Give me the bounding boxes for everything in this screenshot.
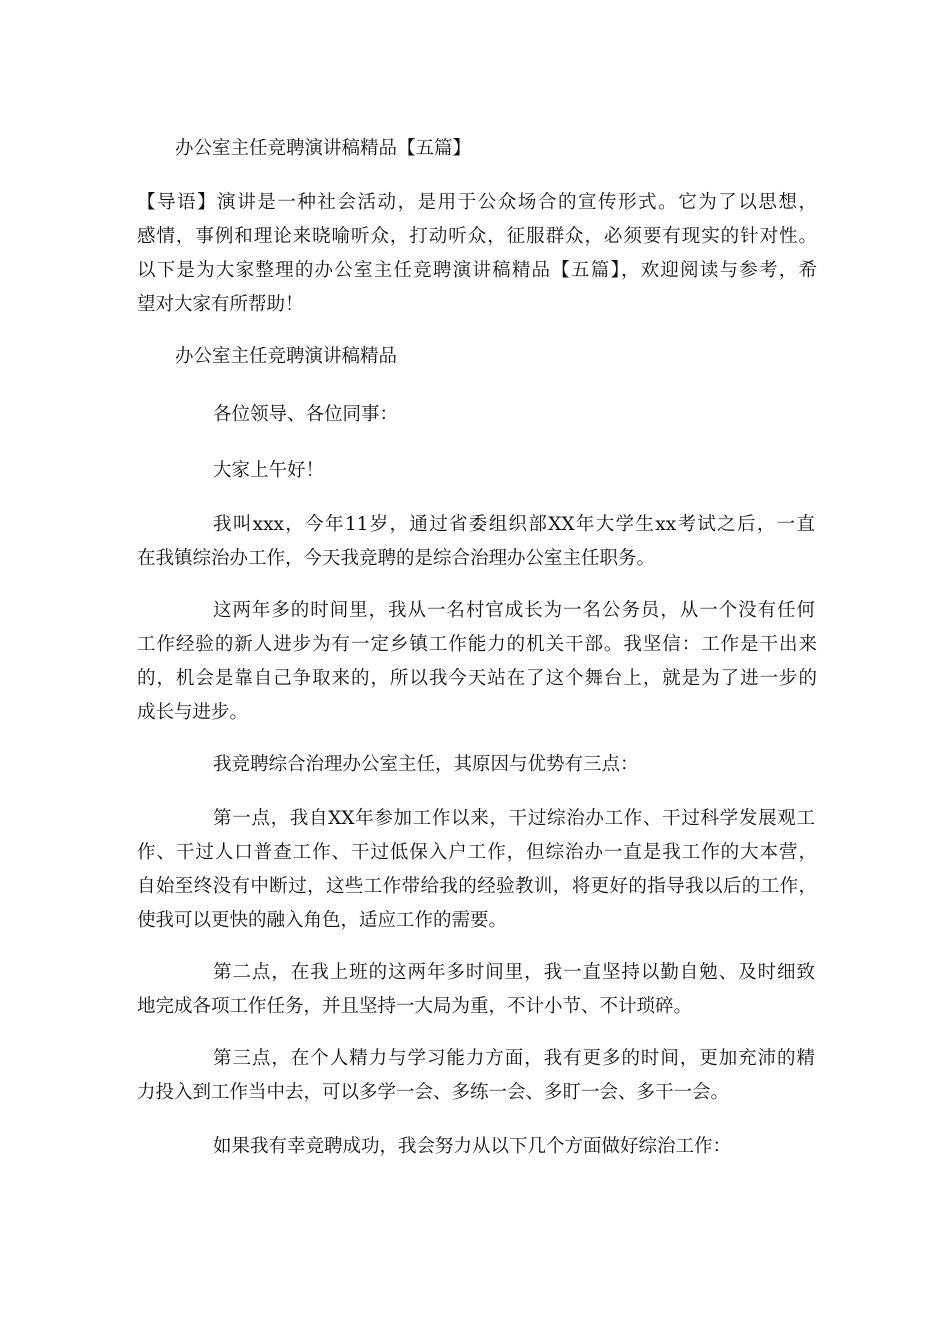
paragraph-line: 我竞聘综合治理办公室主任，其原因与优势有三点： <box>213 754 639 775</box>
section-subtitle: 办公室主任竞聘演讲稿精品 <box>175 346 398 367</box>
paragraph-line: 这两年多的时间里，我从一名村官成长为一名公务员，从一个没有任何 <box>213 600 815 621</box>
paragraph-line: 的，机会是靠自己争取来的，所以我今天站在了这个舞台上，就是为了进一步的 <box>137 668 817 689</box>
intro-line: 感情，事例和理论来晓喻听众，打动听众，征服群众，必须要有现实的针对性。 <box>137 226 817 247</box>
intro-line: 【导语】演讲是一种社会活动，是用于公众场合的宣传形式。它为了以思想， <box>137 192 817 213</box>
paragraph-line: 成长与进步。 <box>137 702 249 723</box>
paragraph-line: 第一点，我自XX年参加工作以来，干过综治办工作、干过科学发展观工 <box>213 808 815 829</box>
paragraph-line: 使我可以更快的融入角色，适应工作的需要。 <box>137 910 508 931</box>
paragraph-line: 力投入到工作当中去，可以多学一会、多练一会、多盯一会、多干一会。 <box>137 1082 730 1103</box>
intro-line: 望对大家有所帮助！ <box>137 294 304 315</box>
paragraph-line: 第三点，在个人精力与学习能力方面，我有更多的时间，更加充沛的精 <box>213 1048 815 1069</box>
greeting: 大家上午好！ <box>213 460 325 481</box>
salutation: 各位领导、各位同事： <box>213 404 399 425</box>
intro-line: 以下是为大家整理的办公室主任竞聘演讲稿精品【五篇】，欢迎阅读与参考，希 <box>137 260 817 281</box>
paragraph-line: 地完成各项工作任务，并且坚持一大局为重，不计小节、不计琐碎。 <box>137 996 693 1017</box>
paragraph-line: 自始至终没有中断过，这些工作带给我的经验教训，将更好的指导我以后的工作， <box>137 876 817 897</box>
paragraph-line: 在我镇综治办工作，今天我竞聘的是综合治理办公室主任职务。 <box>137 548 656 569</box>
document-title: 办公室主任竞聘演讲稿精品【五篇】 <box>175 138 472 159</box>
paragraph-line: 第二点，在我上班的这两年多时间里，我一直坚持以勤自勉、及时细致 <box>213 962 815 983</box>
paragraph-line: 我叫xxx，今年11岁，通过省委组织部XX年大学生xx考试之后，一直 <box>213 514 815 535</box>
paragraph-line: 如果我有幸竞聘成功，我会努力从以下几个方面做好综治工作： <box>213 1136 732 1157</box>
paragraph-line: 作、干过人口普查工作、干过低保入户工作，但综治办一直是我工作的大本营， <box>137 842 817 863</box>
paragraph-line: 工作经验的新人进步为有一定乡镇工作能力的机关干部。我坚信：工作是干出来 <box>137 634 817 655</box>
